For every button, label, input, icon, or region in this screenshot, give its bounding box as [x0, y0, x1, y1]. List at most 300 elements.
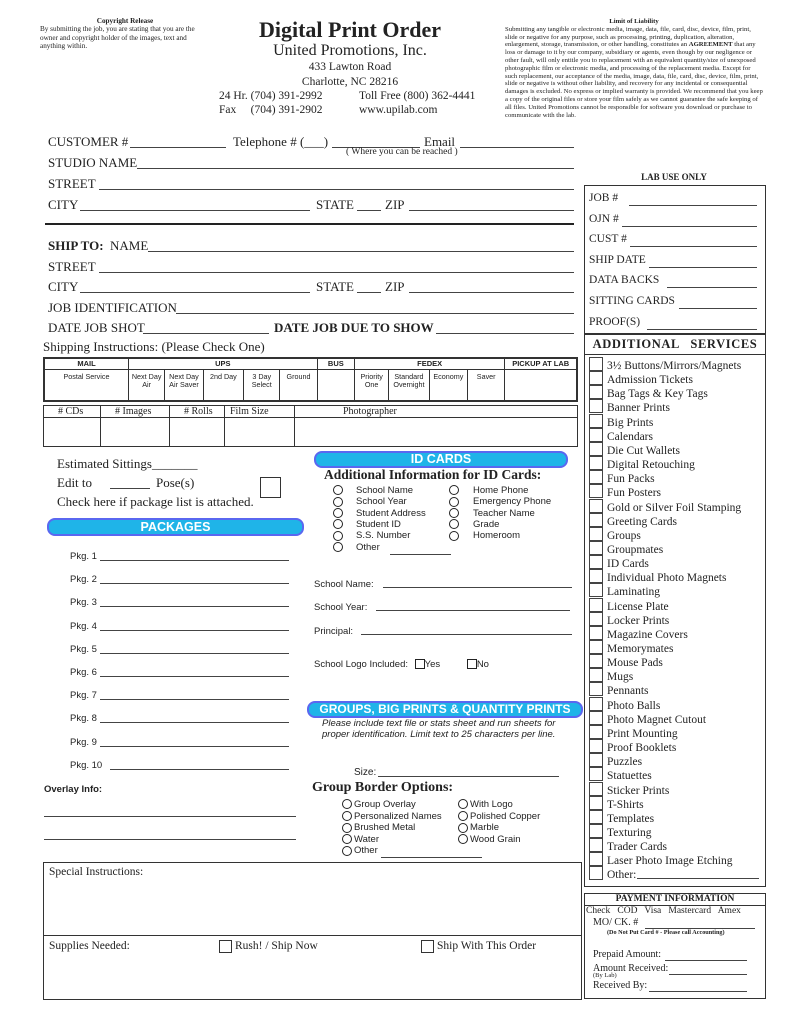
shipping-options-table: [43, 357, 578, 402]
school-logo-no-checkbox[interactable]: [467, 659, 477, 669]
supplies-needed-label: Supplies Needed:: [49, 940, 130, 952]
film-col-cds: # CDs: [44, 406, 101, 418]
radio-icon[interactable]: [333, 519, 343, 529]
service-label: Bag Tags & Key Tags: [607, 388, 708, 401]
service-label: Banner Prints: [607, 402, 670, 415]
service-item-other[interactable]: [589, 866, 636, 882]
lab-field-label-ship-date: SHIP DATE: [589, 253, 646, 266]
border-option-group-overlay[interactable]: [342, 799, 416, 810]
school-logo-yes-label: Yes: [424, 659, 441, 670]
lab-field-data-backs[interactable]: [667, 287, 757, 288]
service-label: ID Cards: [607, 558, 649, 571]
border-option-label: Wood Grain: [470, 833, 521, 845]
copyright-text: By submitting the job, you are stating that you are the owner and copyright holder of the images, text and anything within.: [40, 25, 195, 51]
checkbox[interactable]: [589, 767, 603, 781]
radio-icon[interactable]: [458, 834, 468, 844]
service-label: Big Prints: [607, 416, 654, 429]
service-label: Laminating: [607, 586, 661, 599]
film-col-images: # Images: [101, 406, 170, 418]
lab-use-box: [584, 185, 766, 335]
fax-number: Fax (704) 391-2902: [219, 104, 323, 116]
id-option-teacher-name[interactable]: [449, 508, 535, 519]
package-field[interactable]: [100, 722, 289, 723]
rush-option: [219, 939, 318, 954]
zip-field[interactable]: [409, 210, 574, 211]
ship-zip-label: ZIP: [385, 279, 405, 294]
lab-field-job[interactable]: [629, 205, 757, 206]
job-identification-field[interactable]: [176, 313, 574, 314]
ship-with-order-checkbox[interactable]: [421, 940, 434, 953]
estimated-sittings-label: Estimated Sittings_______: [57, 456, 198, 471]
border-option-label: Group Overlay: [354, 799, 416, 810]
radio-icon[interactable]: [458, 799, 468, 809]
edit-to-label: Edit to: [57, 475, 93, 490]
checkbox[interactable]: [589, 442, 603, 456]
city-label: CITY: [48, 197, 79, 212]
radio-icon[interactable]: [333, 531, 343, 541]
email-label: Email: [424, 134, 456, 149]
lab-field-label-job: JOB #: [589, 192, 619, 204]
package-list-attached-checkbox[interactable]: [260, 477, 281, 498]
overlay-info-label: Overlay Info:: [44, 784, 103, 795]
checkbox[interactable]: [589, 654, 603, 668]
id-option-emergency-phone[interactable]: [449, 496, 551, 507]
checkbox[interactable]: [589, 725, 603, 739]
shipping-group-fedex: FEDEX: [355, 358, 505, 370]
copyright-title: Copyright Release: [96, 17, 154, 25]
checkbox[interactable]: [589, 739, 603, 753]
checkbox[interactable]: [589, 626, 603, 640]
shipping-option-next-day-air[interactable]: Next Day Air: [129, 370, 165, 402]
checkbox[interactable]: [589, 414, 603, 428]
service-label: Individual Photo Magnets: [607, 572, 727, 585]
id-other-field[interactable]: [390, 554, 451, 555]
street-field[interactable]: [99, 189, 574, 190]
checkbox[interactable]: [589, 385, 603, 399]
checkbox[interactable]: [589, 682, 603, 696]
date-job-shot-field[interactable]: [143, 333, 269, 334]
checkbox[interactable]: [589, 399, 603, 413]
service-other-field[interactable]: [637, 878, 759, 879]
radio-icon[interactable]: [458, 811, 468, 821]
ship-name-label: NAME: [110, 238, 149, 253]
shipping-group-mail: MAIL: [44, 358, 129, 370]
checkbox[interactable]: [589, 583, 603, 597]
checkbox[interactable]: [589, 428, 603, 442]
package-field[interactable]: [110, 769, 289, 770]
film-size-cell[interactable]: [225, 418, 295, 447]
service-label: Locker Prints: [607, 614, 670, 627]
package-field[interactable]: [100, 746, 289, 747]
ship-street-field[interactable]: [99, 272, 574, 273]
group-border-other-field[interactable]: [381, 857, 482, 858]
service-label: Puzzles: [607, 756, 643, 769]
radio-icon[interactable]: [333, 508, 343, 518]
ship-to-label: SHIP TO:: [48, 238, 104, 253]
id-cards-header: ID CARDS: [314, 451, 568, 468]
lab-field-label-data-backs: DATA BACKS: [589, 274, 660, 287]
package-list-attached-label: Check here if package list is attached.: [57, 494, 254, 509]
checkbox[interactable]: [589, 866, 603, 880]
id-option-student-id[interactable]: [333, 519, 401, 530]
border-option-polished-copper[interactable]: [458, 811, 540, 822]
service-label: Texturing: [607, 826, 652, 839]
customer-number-label: CUSTOMER #: [48, 134, 129, 149]
id-option-label: Student ID: [356, 518, 401, 530]
radio-icon[interactable]: [333, 497, 343, 507]
package-label: Pkg. 7: [70, 690, 97, 702]
shipping-option-postal-service[interactable]: Postal Service: [44, 370, 129, 402]
service-label: Print Mounting: [607, 727, 678, 740]
company-address-line1: 433 Lawton Road: [308, 61, 392, 73]
payment-heading: PAYMENT INFORMATION: [585, 894, 765, 906]
lab-field-label-ojn: OJN #: [589, 212, 619, 225]
id-option-label: Emergency Phone: [473, 496, 552, 508]
shipping-option-ground[interactable]: Ground: [280, 370, 317, 402]
checkbox[interactable]: [589, 810, 603, 824]
film-col-rolls: # Rolls: [170, 406, 225, 418]
service-label: Trader Cards: [607, 841, 667, 854]
rush-label: Rush! / Ship Now: [235, 940, 318, 952]
id-option-label: School Name: [356, 485, 414, 496]
payment-methods[interactable]: Check COD Visa Mastercard Amex: [586, 906, 741, 916]
groups-header: GROUPS, BIG PRINTS & QUANTITY PRINTS: [307, 701, 583, 718]
id-option-student-address[interactable]: [333, 508, 426, 519]
service-label: Admission Tickets: [607, 374, 693, 387]
package-field[interactable]: [100, 630, 289, 631]
service-label: Groupmates: [607, 543, 664, 556]
border-option-marble[interactable]: [458, 822, 499, 833]
service-label: Mugs: [607, 671, 634, 684]
shipping-option-next-day-air-saver[interactable]: Next Day Air Saver: [165, 370, 203, 402]
ship-zip-field[interactable]: [409, 292, 574, 293]
film-info-table: [43, 405, 578, 447]
package-label: Pkg. 6: [70, 667, 97, 678]
shipping-option-priority-one[interactable]: Priority One: [355, 370, 389, 402]
checkbox[interactable]: [589, 612, 603, 626]
ship-to-name-label: [48, 238, 148, 253]
service-label: Pennants: [607, 685, 649, 698]
radio-icon[interactable]: [449, 519, 459, 529]
checkbox[interactable]: [589, 357, 603, 371]
id-option-homeroom[interactable]: [449, 530, 520, 541]
instructions-box: [43, 862, 582, 1000]
id-option-home-phone[interactable]: [449, 485, 528, 496]
mo-ck-label: MO/ CK. #: [593, 917, 639, 928]
service-label: License Plate: [607, 600, 669, 613]
special-instructions-label: Special Instructions:: [49, 866, 144, 878]
id-option-label: Teacher Name: [473, 507, 535, 519]
school-name-label: School Name:: [314, 579, 374, 590]
liability-agreement: AGREEMENT: [688, 41, 733, 49]
radio-icon[interactable]: [342, 811, 352, 821]
received-by-field[interactable]: [649, 991, 747, 992]
checkbox[interactable]: [589, 852, 603, 866]
lab-field-proof-s[interactable]: [647, 329, 757, 330]
border-option-label: Personalized Names: [354, 810, 442, 822]
company-address-line2: Charlotte, NC 28216: [301, 76, 399, 88]
checkbox[interactable]: [589, 527, 603, 541]
amount-received-field[interactable]: [669, 974, 747, 975]
page-title: Digital Print Order: [258, 17, 442, 42]
state-field[interactable]: [357, 210, 381, 211]
principal-field[interactable]: [361, 634, 572, 635]
city-field[interactable]: [80, 210, 310, 211]
service-label: Photo Magnet Cutout: [607, 713, 707, 726]
radio-icon[interactable]: [342, 834, 352, 844]
lab-field-label-sitting-cards: SITTING CARDS: [589, 295, 675, 307]
copyright-release: [40, 17, 210, 51]
service-label: Groups: [607, 529, 641, 542]
rush-checkbox[interactable]: [219, 940, 232, 953]
film-col-film-size: Film Size: [225, 406, 295, 418]
border-option-brushed-metal[interactable]: [342, 822, 415, 833]
limit-of-liability: [505, 18, 763, 119]
package-label: Pkg. 9: [70, 736, 97, 748]
border-option-water[interactable]: [342, 834, 379, 845]
ship-to-name-field[interactable]: [148, 251, 574, 252]
border-option-other[interactable]: [342, 845, 378, 856]
border-option-personalized-names[interactable]: [342, 811, 442, 822]
special-instructions-field[interactable]: [44, 879, 581, 935]
checkbox[interactable]: [589, 569, 603, 583]
checkbox[interactable]: [589, 753, 603, 767]
package-field[interactable]: [100, 699, 289, 700]
checkbox[interactable]: [589, 782, 603, 796]
lab-field-label-cust: CUST #: [589, 233, 627, 246]
package-field[interactable]: [100, 583, 289, 584]
id-option-grade[interactable]: [449, 519, 499, 530]
shipping-option-bus[interactable]: [317, 370, 354, 402]
border-option-with-logo[interactable]: [458, 799, 513, 810]
checkbox[interactable]: [589, 513, 603, 527]
groups-note: Please include text file or stats sheet and run sheets for proper identification. Limit text to 25 characters per line.: [322, 718, 556, 741]
shipping-option-economy[interactable]: Economy: [429, 370, 467, 402]
radio-icon[interactable]: [333, 542, 343, 552]
school-year-field[interactable]: [376, 610, 570, 611]
packages-header: PACKAGES: [47, 518, 304, 536]
service-label: Photo Balls: [607, 699, 661, 712]
shipping-option-saver[interactable]: Saver: [468, 370, 505, 402]
checkbox[interactable]: [589, 371, 603, 385]
package-field[interactable]: [100, 560, 289, 561]
id-option-s-s-number[interactable]: [333, 530, 410, 541]
id-option-school-year[interactable]: [333, 496, 407, 507]
lab-use-only-heading: LAB USE ONLY: [641, 172, 707, 182]
radio-icon[interactable]: [449, 531, 459, 541]
group-border-heading: Group Border Options:: [312, 780, 454, 795]
checkbox[interactable]: [589, 711, 603, 725]
service-label: Memorymates: [607, 643, 674, 655]
radio-icon[interactable]: [342, 846, 352, 856]
job-identification-label: JOB IDENTIFICATION: [48, 300, 177, 315]
prepaid-amount-label: Prepaid Amount:: [593, 949, 662, 960]
zip-label: ZIP: [385, 197, 405, 212]
liability-text-2: that any loss or damage to it by our company, subsidiary or agents, even though by our negligence or other fault, will only entitle you to replacement with an equivalent quantity/size of unexposed photographic film or electronic media, and processing of the replacement media. Except for such replacement, our acceptance of the media, image, data, file, card, disc, device, film, print, slide or negative is without other liability, and recovery for any incidental or consequential damages is excluded. No express or implied warranty is provided. We recommend that you keep a copy of the original files or store your film safely as we cannot guarantee the safe keeping of all files. United Promotions cannot be responsible for software you download or purchase to communicate with the lab.: [505, 41, 763, 119]
additional-services-box: [584, 333, 766, 887]
id-option-label: Home Phone: [473, 485, 529, 496]
lab-field-sitting-cards[interactable]: [679, 308, 757, 309]
ship-city-label: CITY: [48, 279, 79, 294]
service-label: Other:: [607, 869, 637, 882]
lab-field-cust[interactable]: [630, 246, 757, 247]
payment-information-box: [584, 893, 766, 999]
checkbox[interactable]: [589, 640, 603, 654]
package-label: Pkg. 1: [70, 551, 97, 562]
border-option-label: Water: [354, 833, 379, 845]
service-label: Laser Photo Image Etching: [607, 855, 733, 868]
package-field[interactable]: [100, 676, 289, 677]
package-field[interactable]: [100, 653, 289, 654]
phone-24hr: 24 Hr. (704) 391-2992: [219, 90, 323, 102]
principal-label: Principal:: [314, 626, 354, 637]
ship-city-field[interactable]: [80, 292, 310, 293]
film-images-cell[interactable]: [101, 418, 170, 447]
checkbox[interactable]: [589, 499, 603, 513]
section-divider: [45, 223, 574, 225]
border-option-label: Marble: [470, 822, 500, 834]
id-option-label: Other: [356, 541, 380, 553]
customer-number-field[interactable]: [130, 147, 226, 148]
ship-with-order-label: Ship With This Order: [437, 940, 537, 952]
package-label: Pkg. 10: [70, 759, 103, 771]
id-option-school-name[interactable]: [333, 485, 413, 496]
service-label: Statuettes: [607, 770, 652, 783]
payment-note: (Do Not Put Card # - Please call Accounting): [607, 929, 725, 936]
radio-icon[interactable]: [449, 508, 459, 518]
checkbox[interactable]: [589, 796, 603, 810]
checkbox[interactable]: [589, 555, 603, 569]
package-label: Pkg. 3: [70, 597, 97, 609]
border-option-label: With Logo: [470, 799, 513, 810]
liability-title: Limit of Liability: [609, 18, 659, 25]
id-option-label: Grade: [473, 518, 500, 530]
received-by-label: Received By:: [593, 980, 648, 991]
checkbox[interactable]: [589, 484, 603, 498]
radio-icon[interactable]: [333, 485, 343, 495]
ship-with-order-option: [421, 939, 536, 954]
website: www.upilab.com: [359, 104, 438, 116]
id-option-label: S.S. Number: [356, 530, 411, 542]
overlay-info-line-2[interactable]: [44, 839, 296, 840]
shipping-instructions-heading: Shipping Instructions: (Please Check One): [43, 339, 265, 354]
shipping-group-bus: BUS: [317, 358, 354, 370]
radio-icon[interactable]: [458, 823, 468, 833]
ship-state-field[interactable]: [357, 292, 381, 293]
service-label: Templates: [607, 812, 655, 825]
package-label: Pkg. 8: [70, 713, 97, 725]
service-label: Gold or Silver Foil Stamping: [607, 501, 742, 514]
size-field[interactable]: [378, 776, 559, 777]
border-option-wood-grain[interactable]: [458, 834, 521, 845]
checkbox[interactable]: [589, 598, 603, 612]
checkbox[interactable]: [589, 456, 603, 470]
shipping-option-standard-overnight[interactable]: Standard Overnight: [389, 370, 429, 402]
package-label: Pkg. 2: [70, 574, 97, 586]
checkbox[interactable]: [589, 668, 603, 682]
studio-name-field[interactable]: [137, 168, 574, 169]
service-label: Magazine Covers: [607, 628, 688, 641]
street-label: STREET: [48, 176, 96, 191]
service-label: Calendars: [607, 430, 653, 443]
border-option-label: Brushed Metal: [354, 822, 416, 834]
overlay-info-line-1[interactable]: [44, 816, 296, 817]
shipping-option-3-day-select[interactable]: 3 Day Select: [244, 370, 280, 402]
film-cds-cell[interactable]: [44, 418, 101, 447]
lab-field-label-proof-s: PROOF(S): [589, 315, 641, 328]
radio-icon[interactable]: [449, 485, 459, 495]
service-label: Sticker Prints: [607, 784, 670, 797]
radio-icon[interactable]: [449, 497, 459, 507]
by-lab-note: (By Lab): [593, 972, 617, 979]
id-option-label: Homeroom: [473, 530, 520, 542]
service-label: Proof Booklets: [607, 742, 677, 755]
school-logo-row: [314, 657, 489, 672]
edit-to-field[interactable]: [110, 488, 150, 489]
lab-field-ship-date[interactable]: [649, 267, 757, 268]
service-label: T-Shirts: [607, 798, 644, 811]
service-label: Digital Retouching: [607, 459, 695, 472]
service-label: Fun Posters: [607, 487, 661, 500]
email-note: ( Where you can be reached ): [346, 147, 458, 157]
shipping-group-ups: UPS: [129, 358, 318, 370]
id-option-label: Student Address: [356, 507, 426, 519]
border-option-label: Polished Copper: [470, 810, 541, 822]
checkbox[interactable]: [589, 470, 603, 484]
service-label: 3½ Buttons/Mirrors/Magnets: [607, 360, 742, 372]
date-job-due-field[interactable]: [436, 333, 574, 334]
service-label: Greeting Cards: [607, 515, 677, 528]
school-logo-yes-checkbox[interactable]: [415, 659, 425, 669]
date-job-due-label: DATE JOB DUE TO SHOW: [274, 320, 434, 335]
checkbox[interactable]: [589, 697, 603, 711]
package-label: Pkg. 4: [70, 620, 97, 632]
phone-toll-free: Toll Free (800) 362-4441: [359, 90, 476, 102]
id-option-other[interactable]: [333, 542, 380, 553]
prepaid-amount-field[interactable]: [665, 960, 747, 961]
email-field[interactable]: [460, 147, 574, 148]
radio-icon[interactable]: [342, 823, 352, 833]
shipping-group-pickup: PICKUP AT LAB: [505, 358, 577, 370]
checkbox[interactable]: [589, 541, 603, 555]
school-year-label: School Year:: [314, 602, 368, 613]
ship-street-label: STREET: [48, 259, 96, 274]
date-job-shot-label: DATE JOB SHOT: [48, 320, 145, 335]
package-label: Pkg. 5: [70, 643, 97, 655]
liability-text-1: Submitting any tangible or electronic media, image, data, file, card, disc, device, film, print, slide or negative for any purpose, such as processing, printing, duplication, alteration, enlargement, storage, transmission, or other handling, constitutes an: [505, 25, 751, 49]
lab-field-ojn[interactable]: [622, 226, 757, 227]
telephone-label: Telephone # (___): [233, 134, 329, 149]
film-photographer-cell[interactable]: [295, 418, 578, 447]
id-cards-subheader: Additional Information for ID Cards:: [324, 467, 542, 482]
shipping-option-2nd-day[interactable]: 2nd Day: [203, 370, 243, 402]
film-rolls-cell[interactable]: [170, 418, 225, 447]
radio-icon[interactable]: [342, 799, 352, 809]
package-field[interactable]: [100, 606, 289, 607]
service-label: Die Cut Wallets: [607, 444, 680, 457]
studio-name-label: STUDIO NAME: [48, 155, 138, 170]
shipping-option-pickup[interactable]: [505, 370, 577, 402]
ship-state-label: STATE: [316, 279, 354, 294]
service-label: Mouse Pads: [607, 657, 663, 670]
additional-services-heading: ADDITIONAL SERVICES: [585, 334, 765, 355]
film-col-photographer: Photographer: [295, 406, 578, 418]
state-label: STATE: [316, 197, 354, 212]
poses-label: Pose(s): [156, 475, 195, 490]
checkbox[interactable]: [589, 824, 603, 838]
school-name-field[interactable]: [383, 587, 572, 588]
checkbox[interactable]: [589, 838, 603, 852]
